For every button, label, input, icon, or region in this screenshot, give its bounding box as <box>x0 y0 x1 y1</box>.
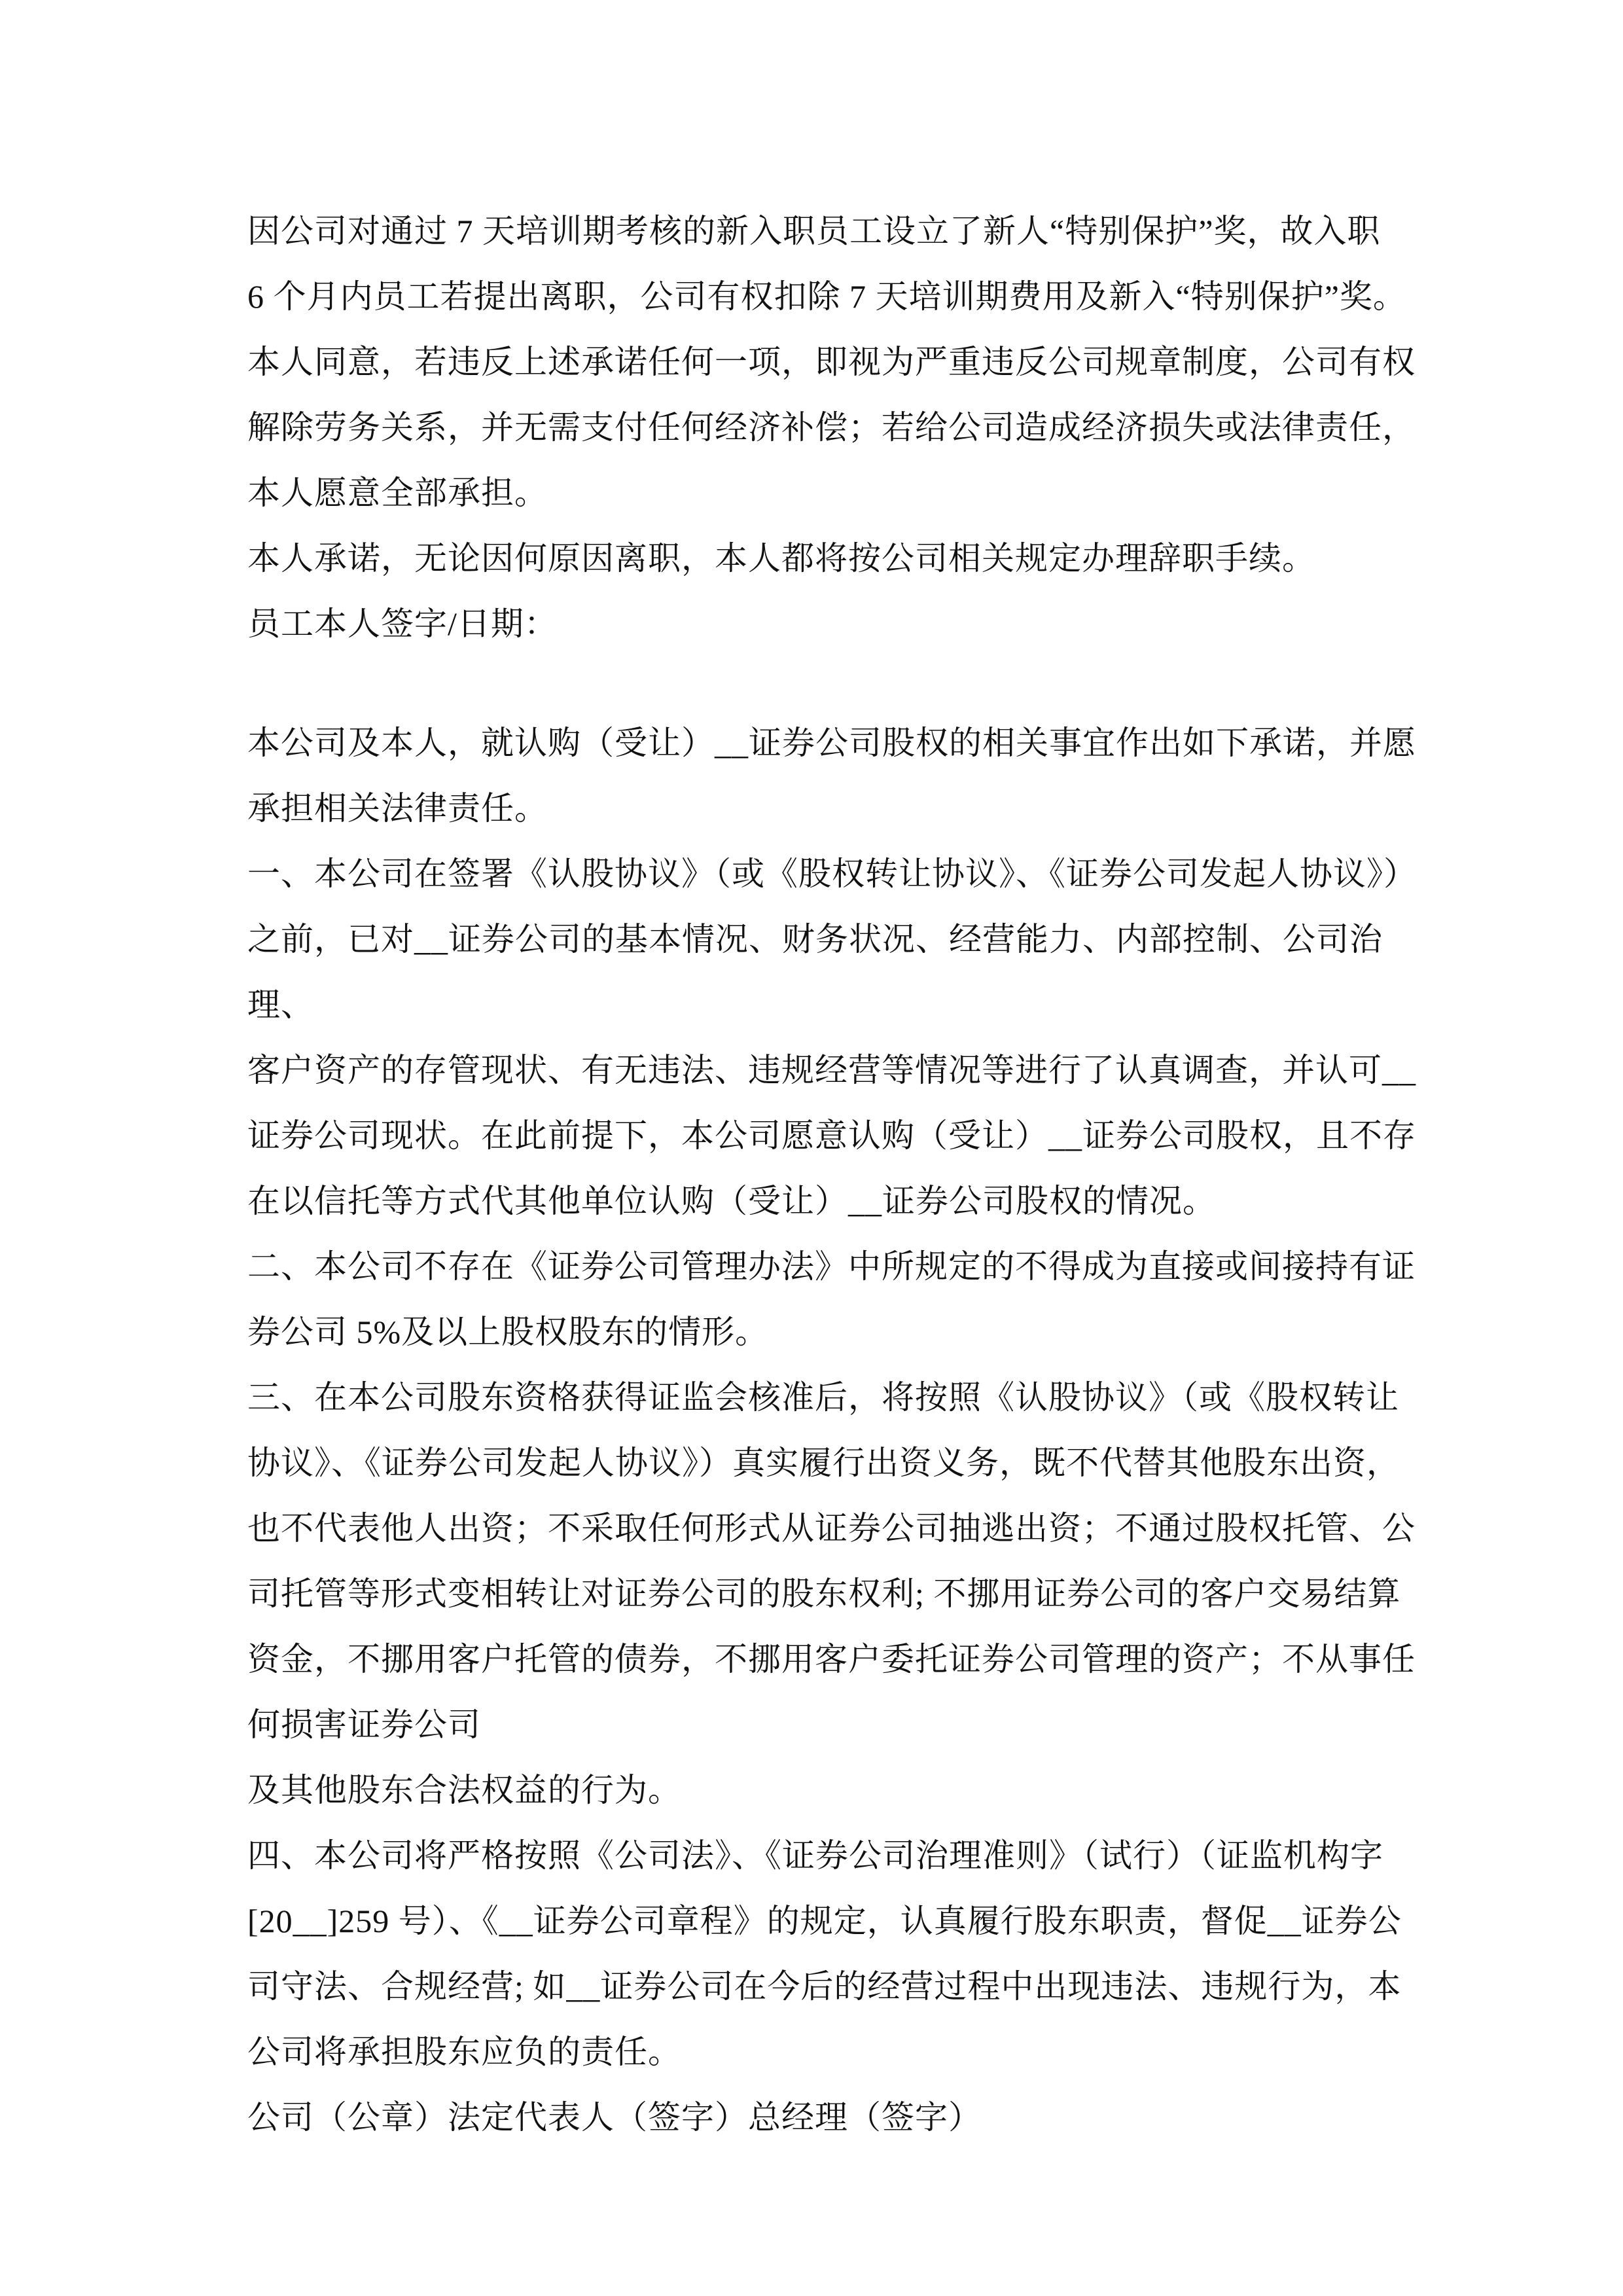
text-line: 一、本公司在签署《认股协议》（或《股权转让协议》、《证券公司发起人协议》） <box>247 855 1417 892</box>
text-line: 承担相关法律责任。 <box>247 790 548 827</box>
section-shareholder-commitment <box>247 710 1420 2150</box>
text-line: 本人同意，若违反上述承诺任何一项，即视为严重违反公司规章制度，公司有权 <box>247 344 1416 380</box>
text-line: 何损害证券公司 <box>247 1706 481 1743</box>
text-line: 二、本公司不存在《证券公司管理办法》中所规定的不得成为直接或间接持有证 <box>247 1248 1416 1285</box>
text-line: 资金，不挪用客户托管的债券，不挪用客户委托证券公司管理的资产；不从事任 <box>247 1641 1416 1677</box>
text-line: 本公司及本人，就认购（受让）__证券公司股权的相关事宜作出如下承诺，并愿 <box>247 725 1416 761</box>
text-line: 证券公司现状。在此前提下，本公司愿意认购（受让）__证券公司股权，且不存 <box>247 1117 1416 1154</box>
text-line: 协议》、《证券公司发起人协议》）真实履行出资义务，既不代替其他股东出资， <box>247 1444 1400 1481</box>
text-line: 三、在本公司股东资格获得证监会核准后，将按照《认股协议》（或《股权转让 <box>247 1379 1399 1416</box>
text-line: 司守法、合规经营; 如__证券公司在今后的经营过程中出现违法、违规行为，本 <box>247 1968 1402 2005</box>
text-line: 之前，已对__证券公司的基本情况、财务状况、经营能力、内部控制、公司治理、 <box>247 921 1383 1023</box>
text-line: 因公司对通过 7 天培训期考核的新入职员工设立了新人“特别保护”奖，故入职 <box>247 213 1381 249</box>
text-line: 公司将承担股东应负的责任。 <box>247 2034 681 2070</box>
text-line: [20__]259 号）、《__证券公司章程》的规定，认真履行股东职责，督促__证券公 <box>247 1903 1402 1939</box>
text-line: 券公司 5%及以上股权股东的情形。 <box>247 1314 769 1350</box>
text-line: 本人承诺，无论因何原因离职，本人都将按公司相关规定办理辞职手续。 <box>247 540 1315 577</box>
text-line: 司托管等形式变相转让对证券公司的股东权利; 不挪用证券公司的客户交易结算 <box>247 1575 1401 1612</box>
text-line: 及其他股东合法权益的行为。 <box>247 1772 681 1808</box>
text-line: 也不代表他人出资；不采取任何形式从证券公司抽逃出资；不通过股权托管、公 <box>247 1510 1416 1547</box>
text-line: 在以信托等方式代其他单位认购（受让）__证券公司股权的情况。 <box>247 1183 1216 1219</box>
company-signature-line: 公司（公章）法定代表人（签字）总经理（签字） <box>247 2099 982 2136</box>
section-employee-resignation-commitment <box>247 198 1420 656</box>
text-line: 解除劳务关系，并无需支付任何经济补偿；若给公司造成经济损失或法律责任， <box>247 409 1416 446</box>
text-line: 本人愿意全部承担。 <box>247 475 548 511</box>
text-line: 6 个月内员工若提出离职，公司有权扣除 7 天培训期费用及新入“特别保护”奖。 <box>247 278 1406 315</box>
text-line: 四、本公司将严格按照《公司法》、《证券公司治理准则》（试行）（证监机构字 <box>247 1837 1383 1874</box>
signature-date-line: 员工本人签字/日期： <box>247 605 558 642</box>
text-line: 客户资产的存管现状、有无违法、违规经营等情况等进行了认真调查，并认可__ <box>247 1052 1416 1088</box>
